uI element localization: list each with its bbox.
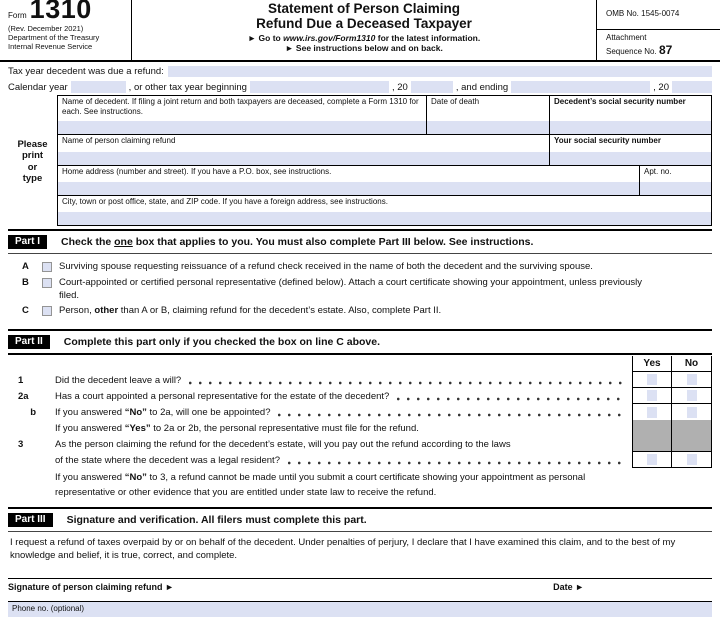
- decedent-row: [58, 96, 711, 135]
- attachment-label: Attachment: [606, 33, 647, 42]
- part3-title: Signature and verification. All filers must complete this part.: [66, 513, 367, 526]
- q1-yes-cell: [632, 372, 671, 388]
- signature-label: Signature of person claiming refund ►: [8, 582, 174, 593]
- department-label: Department of the Treasury: [8, 32, 100, 42]
- q2b-text: If you answered “No” to 2a, will one be appointed?: [55, 406, 271, 418]
- your-ssn-label: Your social security number: [554, 136, 661, 145]
- date-of-death-label: Date of death: [431, 97, 480, 106]
- question-2a-row: [8, 388, 712, 404]
- dotted-leader: [397, 394, 626, 402]
- claimant-row: [58, 135, 711, 166]
- q1-no-cell: [671, 372, 712, 388]
- apt-no-field[interactable]: [640, 182, 711, 195]
- your-ssn-cell: [549, 135, 711, 165]
- part2-badge: Part II: [8, 335, 50, 349]
- tax-year-label: Tax year decedent was due a refund:: [8, 66, 164, 77]
- calendar-year-field[interactable]: [71, 81, 126, 93]
- q3-yes-checkbox[interactable]: [647, 454, 657, 465]
- date-of-death-field[interactable]: [427, 121, 549, 134]
- form-title-block: [132, 0, 596, 60]
- see-instructions-note: ► See instructions below and on back.: [285, 43, 443, 54]
- date-of-death-cell: [426, 96, 549, 134]
- checkbox-b[interactable]: [42, 278, 52, 288]
- omb-number: OMB No. 1545-0074: [597, 0, 720, 30]
- item-a-letter: A: [22, 261, 29, 272]
- item-c-letter: C: [22, 305, 29, 317]
- form-url-link[interactable]: www.irs.gov/Form1310: [283, 33, 376, 44]
- q3-no-checkbox[interactable]: [687, 454, 697, 465]
- goto-prefix: ► Go to: [247, 33, 284, 44]
- part2-table-top-rule: [8, 353, 712, 355]
- part1-title: Check the one box that applies to you. You must also complete Part III below. See instructions.: [61, 236, 534, 248]
- form-revision: (Rev. December 2021): [8, 23, 84, 33]
- q2a-no-checkbox[interactable]: [687, 390, 697, 401]
- item-a-text: Surviving spouse requesting reissuance of a refund check received in the name of both the decedent and the surviving spouse.: [59, 261, 593, 272]
- identity-section: [8, 95, 712, 226]
- part2-question-table: [8, 356, 712, 468]
- phone-label: Phone no. (optional): [12, 604, 85, 614]
- q2b-yes-cell: [632, 404, 671, 420]
- home-address-cell: [58, 166, 639, 195]
- yes-column-header: Yes: [632, 356, 671, 372]
- part1-item-b: [8, 277, 712, 303]
- decedent-ssn-label: Decedent’s social security number: [554, 97, 686, 106]
- header-spacer: [8, 356, 632, 372]
- checkbox-a[interactable]: [42, 262, 52, 272]
- comma-20-label-2: , 20: [653, 82, 670, 93]
- note-2b-text: If you answered “Yes” to 2a or 2b, the personal representative must file for the refund.: [55, 422, 419, 434]
- decedent-name-field[interactable]: [58, 121, 426, 134]
- identity-table: [57, 95, 712, 226]
- item-c-text: Person, other than A or B, claiming refund for the decedent’s estate. Also, complete Part II.: [59, 305, 442, 317]
- decedent-name-cell: [58, 96, 426, 134]
- q2b-no-cell: [671, 404, 712, 420]
- dotted-leader: [278, 410, 626, 418]
- q2a-number: 2a: [18, 390, 29, 402]
- note-2b-yes-cell-shaded: [632, 420, 671, 436]
- decedent-name-label: Name of decedent. If filing a joint return and both taxpayers are deceased, complete a Form 1310 for each. See instructions.: [62, 97, 419, 117]
- sequence-label: Sequence No.: [606, 47, 659, 57]
- form-header: [0, 0, 720, 62]
- decedent-ssn-field[interactable]: [550, 121, 711, 134]
- comma-20-label-1: , 20: [391, 82, 408, 93]
- and-ending-label: , and ending: [455, 82, 509, 93]
- part2-header: [8, 331, 712, 353]
- signature-row: [8, 578, 712, 596]
- perjury-declaration: I request a refund of taxes overpaid by or on behalf of the decedent. Under penalties of perjury, I declare that I have examined this claim, and to the best of my knowledge and belief, it is true, correct, and complete.: [10, 536, 676, 562]
- note-2b-no-cell-shaded: [671, 420, 712, 436]
- agency-label: Internal Revenue Service: [8, 41, 93, 51]
- phone-row: [8, 601, 712, 617]
- decedent-ssn-cell: [549, 96, 711, 134]
- claimant-name-label: Name of person claiming refund: [62, 136, 176, 145]
- home-address-label: Home address (number and street). If you have a P.O. box, see instructions.: [62, 167, 332, 176]
- part3-badge: Part III: [8, 513, 53, 527]
- dotted-leader: [189, 378, 626, 386]
- claimant-name-cell: [58, 135, 549, 165]
- q3-text-line2: of the state where the decedent was a legal resident?: [55, 454, 280, 466]
- year-beginning-field[interactable]: [250, 81, 389, 93]
- note-3-text: If you answered “No” to 3, a refund cannot be made until you submit a court certificate showing your appointment as personal representative or other evidence that you are entitled under state law to receive the refund.: [55, 472, 586, 498]
- question-3-row-line2: [8, 452, 712, 468]
- dotted-leader: [288, 458, 626, 466]
- q1-number: 1: [18, 374, 24, 386]
- q2a-no-cell: [671, 388, 712, 404]
- ending-year-suffix-field[interactable]: [672, 81, 712, 93]
- signature-space[interactable]: [8, 562, 712, 578]
- q1-no-checkbox[interactable]: [687, 374, 697, 385]
- part1-items: [8, 254, 712, 326]
- q1-yes-checkbox[interactable]: [647, 374, 657, 385]
- part1-item-a: [8, 261, 712, 274]
- q2a-yes-checkbox[interactable]: [647, 390, 657, 401]
- form-number: 1310: [29, 0, 92, 24]
- attachment-sequence: [597, 30, 720, 59]
- part1-item-c: [8, 305, 712, 318]
- claimant-name-field[interactable]: [58, 152, 549, 165]
- q3-no-cell-shaded: [671, 436, 712, 452]
- item-b-text: Court-appointed or certified personal representative (defined below). Attach a court certificate showing your appointment, unless previously filed.: [59, 276, 642, 301]
- no-column-header: No: [671, 356, 712, 372]
- goto-instruction: [132, 33, 596, 43]
- home-address-field[interactable]: [58, 182, 639, 195]
- tax-year-field[interactable]: [168, 66, 712, 77]
- form-number-block: [0, 0, 132, 60]
- apt-no-cell: [639, 166, 711, 195]
- form-title-line2: Refund Due a Deceased Taxpayer: [256, 16, 472, 32]
- form-title-line1: Statement of Person Claiming: [267, 1, 461, 16]
- q3-no-cell: [671, 452, 712, 468]
- goto-suffix: for the latest information.: [375, 33, 481, 44]
- city-cell: [58, 196, 711, 225]
- please-print-or-type-label: Please print or type: [17, 139, 48, 185]
- checkbox-c[interactable]: [42, 306, 52, 316]
- q1-text: Did the decedent leave a will?: [55, 374, 182, 386]
- part1-badge: Part I: [8, 235, 47, 249]
- q2b-number: b: [30, 406, 36, 418]
- question-1-row: [8, 372, 712, 388]
- apt-no-label: Apt. no.: [644, 167, 672, 176]
- city-label: City, town or post office, state, and ZIP code. If you have a foreign address, see instructions.: [62, 197, 388, 206]
- item-b-letter: B: [22, 276, 29, 288]
- other-tax-year-label: , or other tax year beginning: [128, 82, 247, 93]
- q2a-text: Has a court appointed a personal representative for the estate of the decedent?: [55, 390, 390, 402]
- yes-no-header-row: [8, 356, 712, 372]
- q2b-no-checkbox[interactable]: [687, 407, 697, 418]
- q2a-yes-cell: [632, 388, 671, 404]
- city-field[interactable]: [58, 212, 711, 225]
- your-ssn-field[interactable]: [550, 152, 711, 165]
- q3-text-line1: As the person claiming the refund for the decedent’s estate, will you pay out the refund according to the laws: [55, 438, 511, 450]
- form-word: Form: [8, 10, 27, 20]
- part2-title: Complete this part only if you checked the box on line C above.: [63, 336, 381, 349]
- q2b-yes-checkbox[interactable]: [647, 407, 657, 418]
- calendar-year-row: [8, 77, 712, 95]
- q3-number: 3: [18, 438, 24, 450]
- calendar-year-label: Calendar year: [8, 82, 68, 93]
- tax-year-row: [8, 62, 712, 77]
- address-row: [58, 166, 711, 196]
- beginning-year-suffix-field[interactable]: [411, 81, 453, 93]
- part3-header: [8, 509, 712, 532]
- phone-field[interactable]: [8, 602, 712, 617]
- city-row: [58, 196, 711, 225]
- year-ending-field[interactable]: [511, 81, 650, 93]
- note-3-row: [8, 468, 712, 504]
- q3-yes-cell-shaded: [632, 436, 671, 452]
- note-3-gap: [18, 471, 55, 500]
- note-2b-row: [8, 420, 712, 436]
- question-2b-row: [8, 404, 712, 420]
- question-3-row-line1: [8, 436, 712, 452]
- q3-yes-cell: [632, 452, 671, 468]
- date-label: Date ►: [553, 582, 584, 593]
- part1-header: [8, 231, 712, 254]
- sequence-number: 87: [658, 43, 673, 58]
- omb-block: [596, 0, 720, 60]
